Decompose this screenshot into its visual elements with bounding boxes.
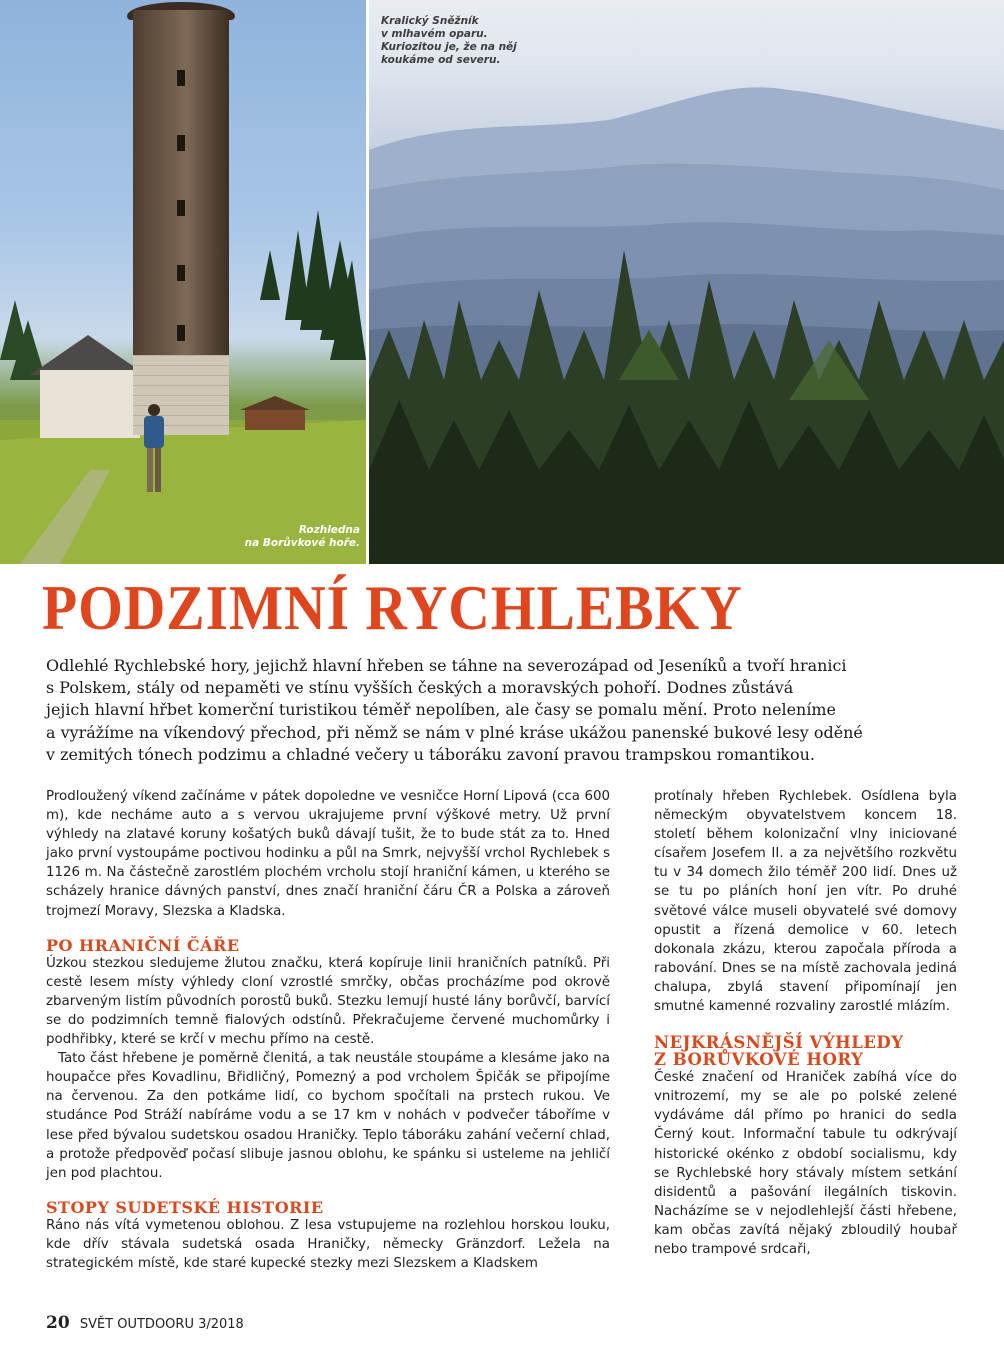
body-paragraph: Tato část hřebene je poměrně členitá, a tak neustále stoupáme a klesáme jako na houpačce přes Kovadlinu, Břidličný, Pomezný a pod vrcholem Špičák se připojíme na červenou. Za den potkáme lidí, co bychom spočítali na prstech rukou. Ve studánce Pod Stráží nabíráme vodu a se 17 km v nohách v podvečer táboříme v lese před bývalou sudetskou osadou Hraničky. Teplo táboráku zahání večerní chlad, a protože předpověď počasí slibuje jasnou oblohu, ke spánku si usteleme na jehličí jen pod plachtou. <box>46 1051 610 1181</box>
photo-observation-tower <box>0 0 366 564</box>
caption-line: v mlhavém oparu. <box>381 28 488 40</box>
body-paragraph: České značení od Hraniček zabíhá více do vnitrozemí, my se ale po polské zelené vydáváme dál přímo po hranici do sedla Černý kout. Informační tabule tu odkrývají historické okénko z období socialismu, kdy se Rychlebské hory stávaly místem setkání disidentů a pašování ilegálních tiskovin. Nacházíme se v nejodlehlejší části hřebene, kam občas zavítá nějaký zbloudilý houbař nebo trampové srdcaři, <box>654 1070 957 1257</box>
caption-line: na Borůvkové hoře. <box>244 537 360 549</box>
section-heading: PO HRANIČNÍ ČÁŘE <box>46 935 240 955</box>
article-title: PODZIMNÍ RYCHLEBKY <box>42 572 743 643</box>
tower-window <box>177 70 185 86</box>
section-heading-line: NEJKRÁSNĚJŠÍ VÝHLEDY <box>654 1033 904 1053</box>
caption-line: Rozhledna <box>298 524 360 536</box>
page-number: 20 <box>46 1313 70 1333</box>
lead-line: s Polskem, stály od nepaměti ve stínu vyšších českých a moravských pohoří. Dodnes zůstává <box>46 678 794 698</box>
body-paragraph: Úzkou stezkou sledujeme žlutou značku, která kopíruje linii hraničních patníků. Při cestě lesem místy výhledy cloní vzrostlé smrčky, občas procházíme pod okrově zbarveným listím původních porostů buků. Stezku lemují husté lány borůvčí, barvící se do podzimních temně fialových odstínů. Překračujeme červené muchomůrky i podhřibky, které se krčí v mechu přímo na cestě. <box>46 955 610 1048</box>
tower-window <box>177 265 185 281</box>
tower-window <box>177 200 185 216</box>
lead-line: v zemitých tónech podzimu a chladné večery u táboráku zavoní pravou trampskou romantikou. <box>46 744 815 764</box>
wooden-tower <box>133 10 229 355</box>
tower-window <box>177 325 185 341</box>
lead-line: Odlehlé Rychlebské hory, jejichž hlavní hřeben se táhne na severozápad od Jeseníků a tvoří hranici <box>46 656 847 675</box>
photo-caption-mountains <box>381 15 517 67</box>
tower-window <box>177 135 185 151</box>
section-heading-line: Z BORŮVKOVÉ HORY <box>654 1050 864 1070</box>
article-body-left <box>46 787 610 1273</box>
lead-line: a vyrážíme na víkendový přechod, při němž se nám v plné kráse ukážou panenské bukové lesy oděné <box>46 722 863 742</box>
caption-line: Kralický Sněžník <box>381 15 479 27</box>
panorama-illustration <box>369 0 1004 564</box>
page-footer <box>46 1313 244 1333</box>
chapel-roof <box>30 335 146 375</box>
photo-caption-tower <box>245 524 360 550</box>
hiker-figure <box>140 402 168 497</box>
chapel <box>40 370 140 438</box>
body-paragraph: Ráno nás vítá vymetenou oblohou. Z lesa vstupujeme na rozlehlou horskou louku, kde dřív stávala sudetská osada Hraničky, německy Gränzdorf. Ležela na strategickém místě, kde staré kupecké stezky mezi Slezskem a Kladskem <box>46 1217 610 1271</box>
caption-line: Kuriozitou je, že na něj <box>381 41 517 53</box>
body-paragraph: protínaly hřeben Rychlebek. Osídlena byla německým obyvatelstvem koncem 18. století během kolonizační vlny iniciované císařem Josefem II. a za největšího rozkvětu tu v 34 domech žilo téměř 200 lidí. Dnes už se tu po pláních honí jen vítr. Po druhé světové válce museli obyvatelé své domovy opustit a řízená demolice v 60. letech dokonala zkázu, kterou započala příroda a rabování. Dnes se na místě zachovala jediná chalupa, zbylá stavení připomínají jen smutné kamenné rozvaliny zarostlé mlázím. <box>654 789 957 1015</box>
article-lead <box>46 655 986 766</box>
section-heading <box>654 1034 957 1068</box>
body-paragraph: Prodloužený víkend začínáme v pátek dopoledne ve vesničce Horní Lipová (cca 600 m), kde necháme auto a s vervou ukrajujeme první výškové metry. Už první výhledy na zlatavé koruny košatých buků dávají tušit, že to bude stát za to. Hned jako první vystoupáme poctivou hodinku a půl na Smrk, nejvyšší vrchol Rychlebek s 1126 m. Na částečně zarostlém plochém vrcholu stojí hraniční kámen, u kterého se scházely hranice dávných panství, dnes značí hraniční čáru ČR a Polska a zároveň trojmezí Moravy, Slezska a Kladska. <box>46 789 610 919</box>
article-body-right <box>654 787 957 1259</box>
publication-name: SVĚT OUTDOORU 3/2018 <box>79 1317 244 1332</box>
photo-mountain-panorama <box>369 0 1004 564</box>
lead-line: jejich hlavní hřbet komerční turistikou téměř nepolíben, ale časy se pomalu mění. Proto neleníme <box>46 700 836 720</box>
section-heading: STOPY SUDETSKÉ HISTORIE <box>46 1197 324 1217</box>
caption-line: koukáme od severu. <box>381 54 501 66</box>
